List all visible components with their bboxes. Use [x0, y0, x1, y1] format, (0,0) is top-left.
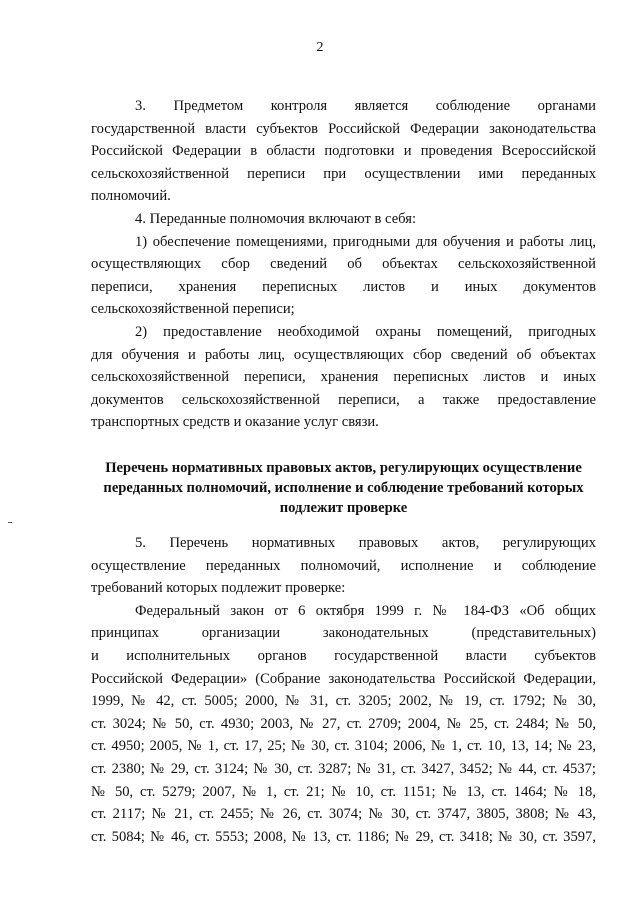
text-line: полномочий.	[91, 188, 171, 205]
text-line: переписи, хранения переписных листов и иных документов	[91, 278, 596, 295]
text-line: сельскохозяйственной переписи;	[91, 301, 295, 318]
text-line: 4. Переданные полномочия включают в себя:	[135, 210, 417, 227]
text-line: транспортных средств и оказание услуг связи.	[91, 414, 379, 431]
text-line: ст. 2380; № 29, ст. 3124; № 30, ст. 3287; № 31, ст. 3427, 3452; № 44, ст. 4537;	[91, 760, 596, 777]
text-line: государственной власти субъектов Российской Федерации законодательства	[91, 120, 596, 137]
text-line: 2) предоставление необходимой охраны помещений, пригодных	[135, 323, 596, 340]
text-line: ст. 5084; № 46, ст. 5553; 2008, № 13, ст. 1186; № 29, ст. 3418; № 30, ст. 3597,	[91, 828, 596, 845]
text-line: № 50, ст. 5279; 2007, № 1, ст. 21; № 10, ст. 1151; № 13, ст. 1464; № 18,	[91, 783, 596, 800]
text-line: документов сельскохозяйственной переписи, а также предоставление	[91, 391, 596, 408]
text-line: Российской Федерации» (Собрание законодательства Российской Федерации,	[91, 670, 596, 687]
text-line: требований которых подлежит проверке:	[91, 580, 346, 597]
text-line: осуществление переданных полномочий, исполнение и соблюдение	[91, 557, 596, 574]
section-heading	[91, 458, 596, 518]
page-number: 2	[316, 40, 324, 55]
text-line: ст. 2117; № 21, ст. 2455; № 26, ст. 3074; № 30, ст. 3747, 3805, 3808; № 43,	[91, 806, 596, 823]
text-line: ст. 3024; № 50, ст. 4930; 2003, № 27, ст. 2709; 2004, № 25, ст. 2484; № 50,	[91, 715, 596, 732]
text-line: 1999, № 42, ст. 5005; 2000, № 31, ст. 3205; 2002, № 19, ст. 1792; № 30,	[91, 693, 596, 710]
text-line: Федеральный закон от 6 октября 1999 г. № 184-ФЗ «Об общих	[135, 602, 596, 619]
margin-mark	[8, 522, 12, 523]
text-line: ст. 4950; 2005, № 1, ст. 17, 25; № 30, ст. 3104; 2006, № 1, ст. 10, 13, 14; № 23,	[91, 738, 596, 755]
section-bottom-text	[91, 532, 596, 848]
text-line: и исполнительных органов государственной власти субъектов	[91, 647, 596, 664]
heading-line: подлежит проверке	[279, 500, 408, 516]
heading-line: переданных полномочий, исполнение и соблюдение требований которых	[103, 480, 584, 496]
text-line: 3. Предметом контроля является соблюдение органами	[135, 98, 596, 114]
text-line: сельскохозяйственной переписи при осуществлении ими переданных	[91, 165, 596, 182]
section-top-text	[91, 95, 596, 434]
text-line: 1) обеспечение помещениями, пригодными для обучения и работы лиц,	[135, 233, 596, 250]
text-line: 5. Перечень нормативных правовых актов, регулирующих	[135, 535, 596, 551]
heading-line: Перечень нормативных правовых актов, регулирующих осуществление	[105, 460, 582, 476]
text-line: принципах организации законодательных (представительных)	[91, 625, 596, 642]
text-line: сельскохозяйственной переписи, хранения переписных листов и иных	[91, 369, 596, 386]
text-line: Российской Федерации в области подготовки и проведения Всероссийской	[91, 143, 596, 160]
text-line: осуществляющих сбор сведений об объектах сельскохозяйственной	[91, 256, 596, 273]
text-line: для обучения и работы лиц, осуществляющих сбор сведений об объектах	[91, 346, 596, 363]
